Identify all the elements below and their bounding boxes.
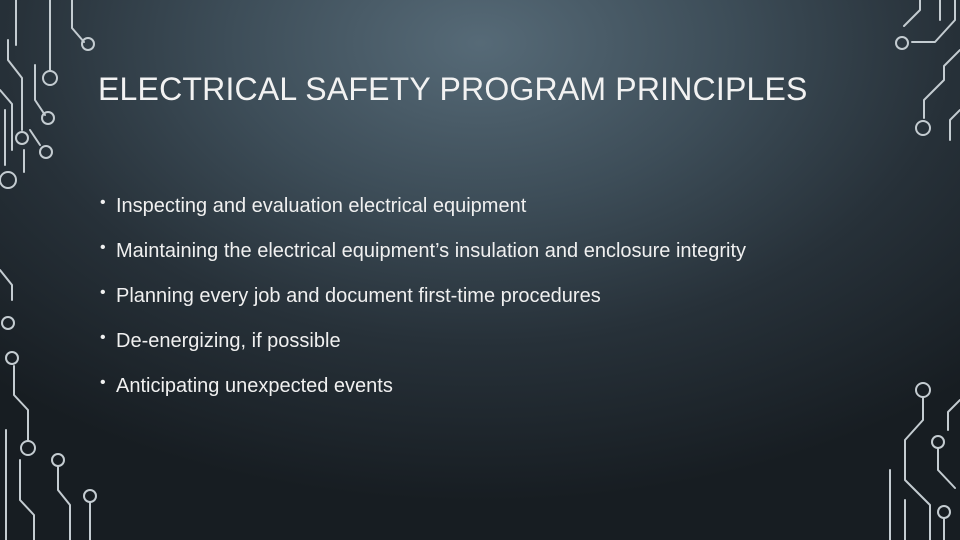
- bullet-dot: •: [100, 194, 106, 211]
- bullet-list: [100, 188, 800, 413]
- left-circuit-traces: [0, 0, 94, 188]
- bullet-text: Anticipating unexpected events: [116, 375, 393, 397]
- bullet-text: Inspecting and evaluation electrical equipment: [116, 195, 527, 217]
- right-lower-circuit-traces: [890, 383, 960, 540]
- bullet-text: Planning every job and document first-time procedures: [116, 285, 601, 307]
- slide-title: ELECTRICAL SAFETY PROGRAM PRINCIPLES: [98, 71, 808, 107]
- bullet-item: [100, 233, 800, 269]
- left-lower-circuit-traces: [0, 270, 96, 540]
- bullet-text: De-energizing, if possible: [116, 330, 341, 352]
- bullet-item: [100, 323, 800, 359]
- bullet-dot: •: [100, 374, 106, 391]
- right-upper-circuit-traces: [896, 0, 960, 140]
- bullet-item: [100, 278, 800, 314]
- bullet-item: [100, 188, 800, 224]
- bullet-dot: •: [100, 239, 106, 256]
- bullet-dot: •: [100, 329, 106, 346]
- bullet-dot: •: [100, 284, 106, 301]
- bullet-item: [100, 368, 800, 404]
- bullet-text: Maintaining the electrical equipment’s insulation and enclosure integrity: [116, 240, 746, 262]
